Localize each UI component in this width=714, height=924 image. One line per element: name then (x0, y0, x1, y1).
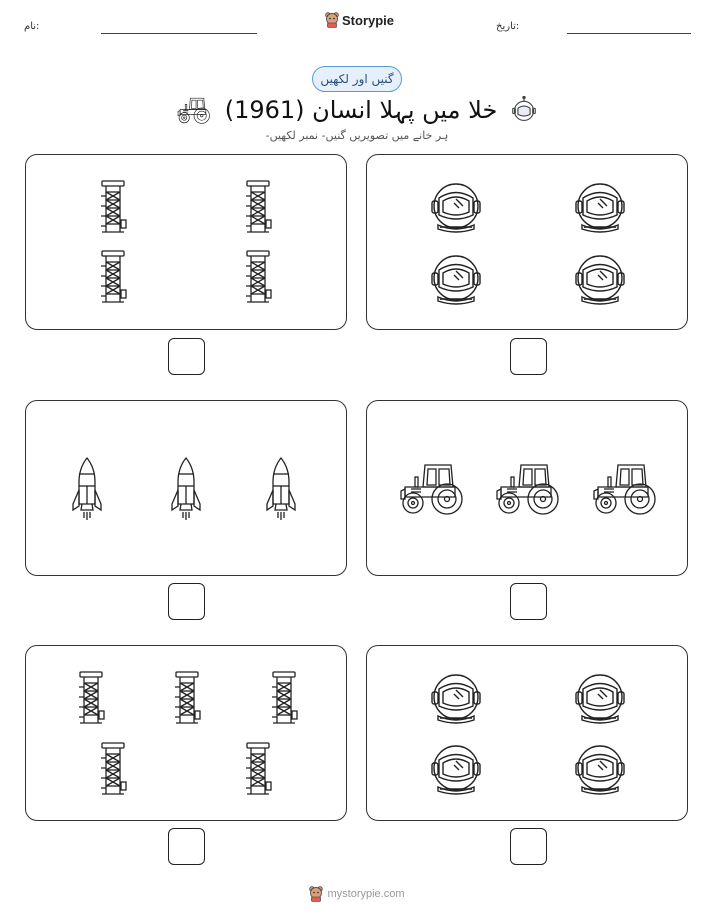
launch-tower-icon (173, 671, 201, 725)
astronaut-helmet-icon (430, 743, 482, 795)
answer-box-tractors[interactable] (510, 583, 547, 620)
storypie-bear-icon (309, 886, 323, 902)
astronaut-helmet-icon (574, 181, 626, 233)
answer-box-towers-2[interactable] (168, 828, 205, 865)
name-label: نام: (24, 21, 40, 32)
tractor-icon (592, 461, 658, 515)
count-panel-towers-1 (25, 154, 347, 330)
footer-url[interactable]: mystorypie.com (327, 888, 405, 900)
launch-tower-icon (270, 671, 298, 725)
astronaut-helmet-icon (574, 743, 626, 795)
astronaut-helmet-icon (574, 672, 626, 724)
launch-tower-icon (99, 742, 127, 796)
date-label: تاریخ: (496, 21, 520, 32)
count-panel-helmets-1 (366, 154, 688, 330)
storypie-bear-icon (325, 12, 339, 28)
launch-tower-icon (244, 742, 272, 796)
launch-tower-icon (244, 250, 272, 304)
tractor-icon (399, 461, 465, 515)
instructions: ہر خانے میں تصویریں گنیں- نمبر لکھیں- (265, 129, 449, 142)
title-row (0, 92, 714, 128)
rocket-icon (266, 456, 296, 522)
astronaut-helmet-icon (574, 253, 626, 305)
name-field[interactable] (101, 33, 257, 34)
launch-tower-icon (244, 180, 272, 234)
count-panel-helmets-2 (366, 645, 688, 821)
brand-name: Storypie (342, 12, 395, 28)
date-field[interactable] (567, 33, 691, 34)
launch-tower-icon (99, 250, 127, 304)
answer-box-helmets-2[interactable] (510, 828, 547, 865)
answer-box-rockets[interactable] (168, 583, 205, 620)
answer-box-helmets-1[interactable] (510, 338, 547, 375)
footer (0, 886, 714, 902)
tractor-icon (495, 461, 561, 515)
count-panel-towers-2 (25, 645, 347, 821)
astronaut-helmet-icon (430, 253, 482, 305)
rocket-icon (72, 456, 102, 522)
tractor-icon (177, 95, 211, 125)
count-panel-tractors (366, 400, 688, 576)
astronaut-helmet-icon (430, 181, 482, 233)
astronaut-helmet-icon (430, 672, 482, 724)
answer-box-towers-1[interactable] (168, 338, 205, 375)
space-helmet-icon (511, 96, 537, 124)
launch-tower-icon (77, 671, 105, 725)
brand-logo (325, 12, 394, 28)
launch-tower-icon (99, 180, 127, 234)
page-title: خلا میں پہلا انسان (1961) (224, 96, 498, 124)
activity-badge: گنیں اور لکھیں (312, 66, 402, 92)
count-panel-rockets (25, 400, 347, 576)
rocket-icon (171, 456, 201, 522)
